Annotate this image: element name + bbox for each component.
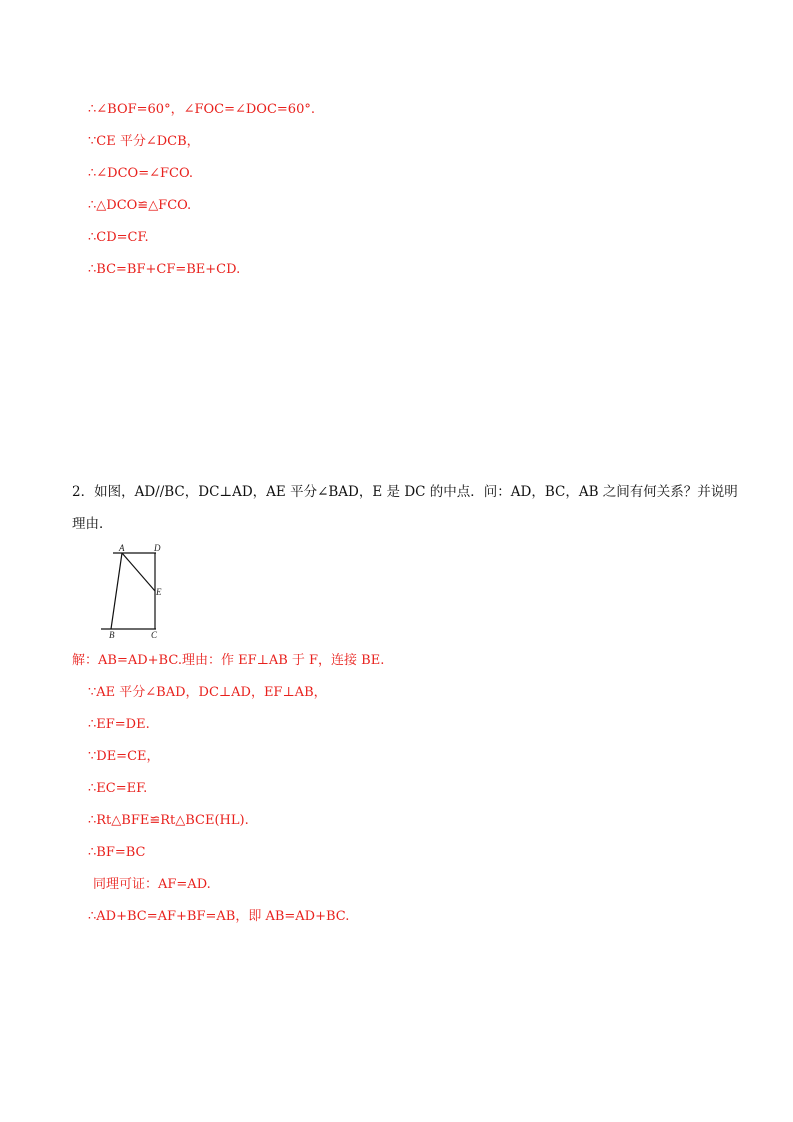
- proof-1-line-4: ∴△DCO≌△FCO.: [88, 198, 192, 213]
- label-c: C: [151, 630, 158, 640]
- proof-1-line-5: ∴CD=CF.: [88, 230, 149, 245]
- solution-2-line-8: 同理可证：AF=AD.: [93, 877, 211, 892]
- solution-2-line-3: ∴EF=DE.: [88, 717, 150, 732]
- question-2-text-cont: 理由．: [72, 516, 113, 532]
- question-2-text: 2．如图，AD//BC，DC⊥AD，AE 平分∠BAD，E 是 DC 的中点．问：AD，BC，AB 之间有何关系？并说明: [72, 484, 738, 500]
- segment-ae: [122, 553, 155, 591]
- proof-1-line-6: ∴BC=BF+CF=BE+CD.: [88, 262, 241, 277]
- proof-1-line-2: ∵CE 平分∠DCB，: [88, 134, 200, 149]
- solution-2-line-4: ∵DE=CE，: [88, 749, 160, 764]
- solution-2-line-2: ∵AE 平分∠BAD，DC⊥AD，EF⊥AB，: [88, 685, 327, 700]
- proof-1-line-3: ∴∠DCO=∠FCO.: [88, 166, 193, 181]
- solution-2-line-6: ∴Rt△BFE≌Rt△BCE(HL).: [88, 813, 249, 828]
- proof-1-line-1: ∴∠BOF=60°，∠FOC=∠DOC=60°.: [88, 102, 315, 117]
- solution-2-line-5: ∴EC=EF.: [88, 781, 148, 796]
- segment-ab: [111, 553, 122, 629]
- label-a: A: [119, 543, 125, 553]
- geometry-figure: [96, 541, 176, 641]
- solution-2-line-7: ∴BF=BC: [88, 845, 146, 860]
- solution-2-line-1: 解：AB=AD+BC.理由：作 EF⊥AB 于 F，连接 BE.: [72, 653, 385, 668]
- solution-2-line-9: ∴AD+BC=AF+BF=AB，即 AB=AD+BC.: [88, 909, 350, 924]
- label-d: D: [154, 543, 161, 553]
- label-b: B: [109, 630, 115, 640]
- label-e: E: [156, 587, 162, 597]
